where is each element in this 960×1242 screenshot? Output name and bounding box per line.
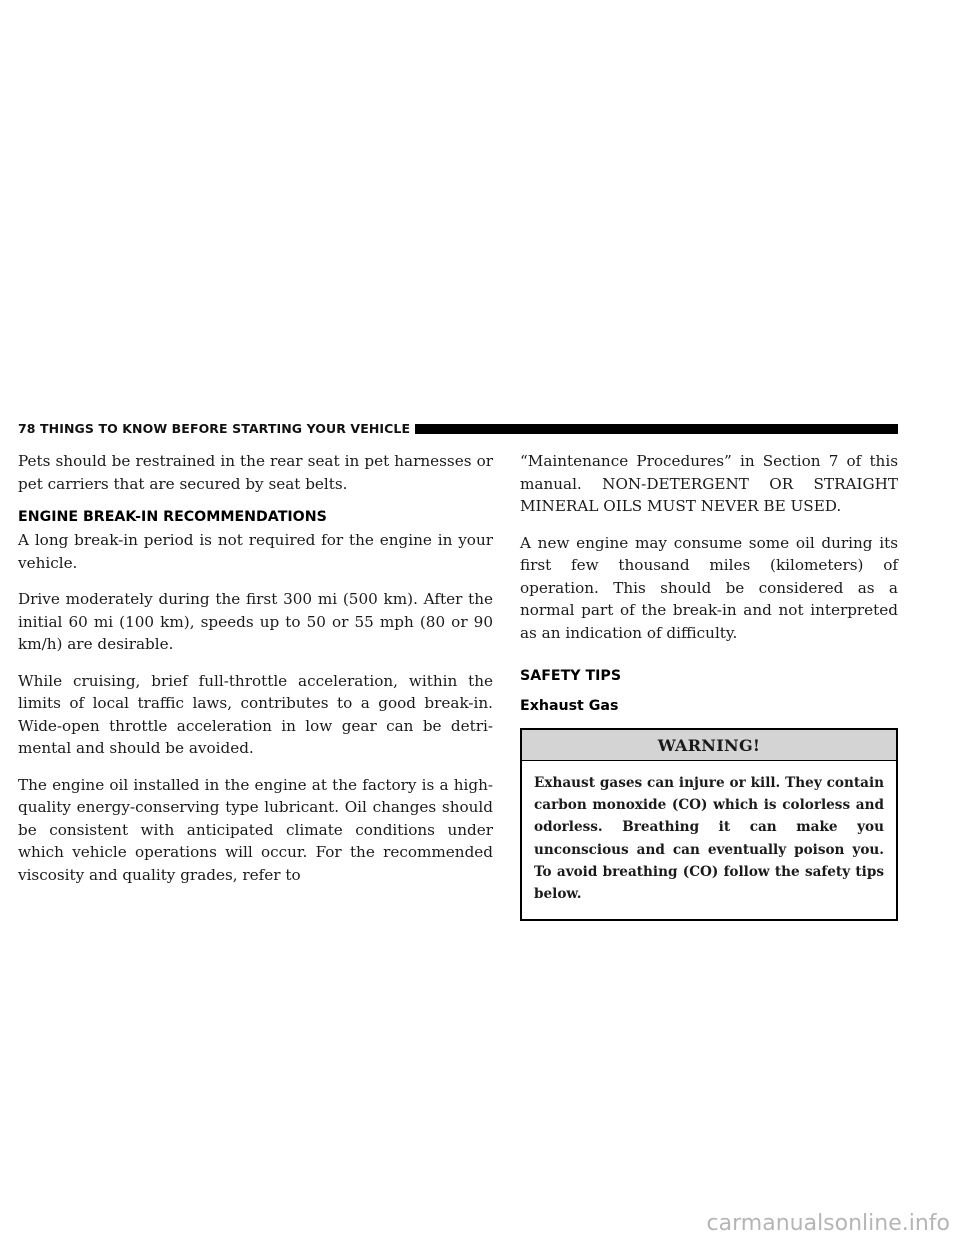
- safety-tips-heading: SAFETY TIPS: [520, 668, 622, 684]
- maintenance-paragraph: “Maintenance Procedures” in Section 7 of this manual. NON-DETERGENT OR STRAIGHT MINERAL OILS MUST NEVER BE USED.: [520, 452, 898, 515]
- page-header: [18, 420, 898, 436]
- watermark: carmanualsonline.info: [706, 1211, 950, 1236]
- right-column: [520, 450, 898, 921]
- new-engine-oil-paragraph: A new engine may consume some oil during its first few thousand miles (kilometers) of operation. This should be considered as a normal part of the break-in and not interpreted as an indication of difficulty.: [520, 533, 898, 642]
- header-rule: [415, 424, 898, 434]
- pets-paragraph: Pets should be restrained in the rear seat in pet harnesses or pet carriers that are secured by seat belts.: [18, 452, 493, 493]
- break-in-paragraph-3: While cruising, brief full-throttle acceleration, within the limits of local traffic laws, contributes to a good break-in. Wide-open throttle acceleration in low gear can be detri-mental and should be avoided.: [18, 671, 493, 757]
- exhaust-gas-heading: Exhaust Gas: [520, 698, 619, 714]
- break-in-paragraph-1: A long break-in period is not required for the engine in your vehicle.: [18, 531, 493, 572]
- break-in-paragraph-2: Drive moderately during the first 300 mi (500 km). After the initial 60 mi (100 km), speeds up to 50 or 55 mph (80 or 90 km/h) are desirable.: [18, 590, 493, 653]
- page-header-text: 78 THINGS TO KNOW BEFORE STARTING YOUR VEHICLE: [18, 420, 411, 436]
- warning-box: [520, 728, 898, 921]
- warning-body: Exhaust gases can injure or kill. They contain carbon monoxide (CO) which is colorless and odorless. Breathing it can make you unconscious and can eventually poison you. To avoid breathing (CO) follow the safety tips below.: [534, 775, 884, 903]
- warning-title: WARNING!: [522, 730, 896, 761]
- break-in-paragraph-4: The engine oil installed in the engine at the factory is a high-quality energy-conserving type lubricant. Oil changes should be consistent with anticipated climate conditions under which vehicle operations will occur. For the recommended viscosity and quality grades, refer to: [18, 775, 493, 884]
- left-column: [18, 450, 493, 900]
- engine-break-in-heading: ENGINE BREAK-IN RECOMMENDATIONS: [18, 509, 327, 525]
